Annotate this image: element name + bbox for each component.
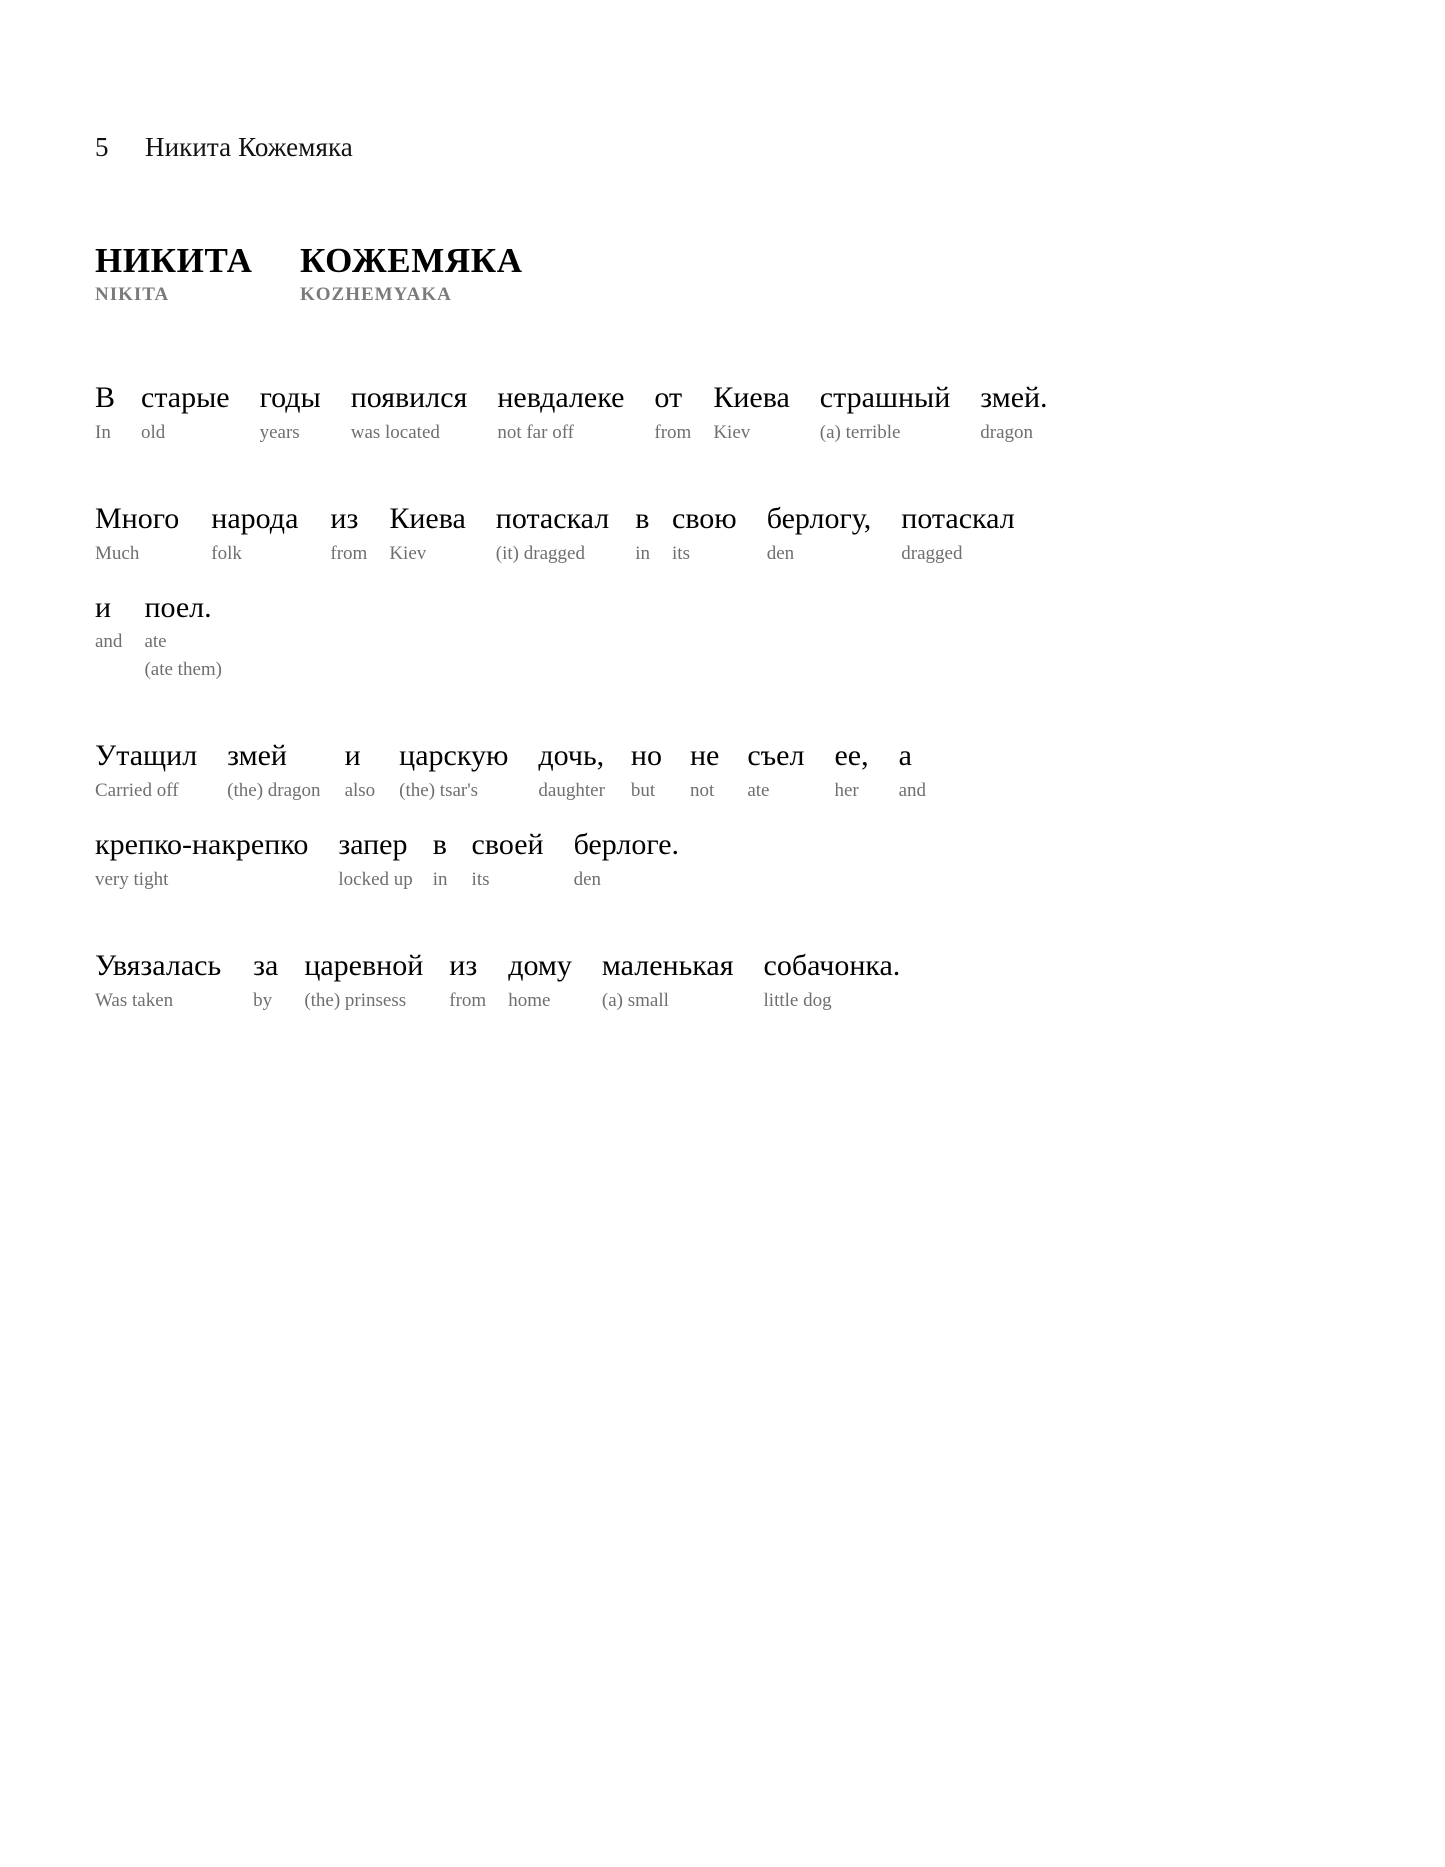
source-word: берлоге.: [573, 828, 680, 862]
gloss-word: Carried off: [95, 779, 179, 801]
source-word: потаскал: [495, 501, 610, 535]
source-word: Много: [95, 501, 180, 535]
gloss-pair: [747, 738, 804, 803]
gloss-word: its: [672, 542, 690, 564]
gloss-word: not: [689, 779, 715, 801]
gloss-line: [95, 501, 1365, 566]
work-title-word-2: КОЖЕМЯКА: [300, 241, 523, 280]
gloss-word: years: [259, 421, 300, 443]
source-word: дому: [508, 948, 572, 982]
source-word: из: [330, 501, 359, 535]
chapter-number: 5: [95, 132, 109, 162]
source-word: царевной: [304, 948, 424, 982]
gloss-word: (the) tsar's: [399, 779, 479, 801]
gloss-word: (the) prinsess: [304, 989, 407, 1011]
gloss-word: ate: [144, 631, 167, 653]
gloss-word: from: [330, 542, 368, 564]
source-word: маленькая: [601, 948, 734, 982]
source-word: свою: [672, 501, 737, 535]
gloss-pair: [654, 380, 691, 445]
gloss-pair: [764, 948, 901, 1013]
gloss-word: her: [834, 779, 859, 801]
gloss-pair: [211, 501, 298, 566]
gloss-pair: [497, 380, 624, 445]
source-word: ее,: [834, 739, 869, 773]
gloss-word: dragged: [901, 542, 963, 564]
gloss-pair: [345, 738, 376, 803]
source-word: и: [95, 590, 112, 624]
source-word: Увязалась: [95, 948, 222, 982]
gloss-word: Was taken: [95, 989, 174, 1011]
gloss-pair: [820, 380, 950, 445]
gloss-pair: [338, 827, 412, 892]
gloss-word: also: [344, 779, 376, 801]
gloss-word: home: [508, 989, 551, 1011]
source-word: съел: [747, 739, 805, 773]
gloss-word: Kiev: [389, 542, 427, 564]
gloss-word: Kiev: [713, 421, 751, 443]
gloss-word: by: [253, 989, 273, 1011]
gloss-pair: [901, 501, 1014, 566]
verse: [95, 948, 1365, 1013]
gloss-word: from: [449, 989, 487, 1011]
transliteration-word-1: NIKITA: [95, 284, 170, 306]
gloss-pair: [95, 501, 179, 566]
gloss-word: in: [432, 868, 448, 890]
gloss-word: from: [654, 421, 692, 443]
source-word: невдалеке: [497, 381, 625, 415]
source-word: поел.: [144, 590, 212, 624]
gloss-line: [95, 590, 1365, 682]
gloss-pair: [574, 827, 679, 892]
gloss-pair: [899, 738, 926, 803]
source-word: Киева: [713, 381, 790, 415]
gloss-pair: [713, 380, 789, 445]
gloss-word: den: [573, 868, 601, 890]
gloss-word: daughter: [538, 779, 605, 801]
source-word: а: [898, 739, 912, 773]
gloss-pair: [602, 948, 734, 1013]
gloss-word: folk: [211, 542, 242, 564]
gloss-word: (the) dragon: [227, 779, 321, 801]
transliteration-word-2: KOZHEMYAKA: [300, 284, 452, 306]
source-word: своей: [471, 828, 544, 862]
gloss-word: (it) dragged: [495, 542, 585, 564]
gloss-word-alternate: (ate them): [144, 658, 222, 680]
source-word: змей.: [980, 381, 1048, 415]
gloss-word: (a) small: [601, 989, 669, 1011]
gloss-pair: [95, 738, 197, 803]
gloss-pair: [141, 380, 230, 445]
source-word: из: [449, 948, 478, 982]
verse: [95, 380, 1365, 445]
verse: [95, 501, 1365, 682]
gloss-pair: [538, 738, 604, 803]
source-word: но: [630, 739, 662, 773]
work-title: [95, 241, 1365, 280]
gloss-pair: [351, 380, 468, 445]
gloss-pair: [631, 738, 662, 803]
gloss-pair: [433, 827, 448, 892]
gloss-pair: [635, 501, 650, 566]
gloss-pair: [496, 501, 609, 566]
source-word: Киева: [389, 501, 466, 535]
running-header: [95, 132, 1365, 163]
gloss-pair: [472, 827, 544, 892]
gloss-word: was located: [350, 421, 440, 443]
gloss-word: and: [898, 779, 927, 801]
work-title-word-1: НИКИТА: [95, 241, 253, 280]
source-word: дочь,: [538, 739, 605, 773]
source-word: за: [253, 948, 279, 982]
gloss-word: In: [95, 421, 111, 443]
source-word: в: [432, 828, 447, 862]
source-word: не: [689, 739, 720, 773]
gloss-line: [95, 948, 1365, 1013]
gloss-word: in: [635, 542, 651, 564]
verse: [95, 738, 1365, 892]
interlinear-body: [95, 380, 1365, 1013]
gloss-word: not far off: [497, 421, 575, 443]
gloss-pair: [389, 501, 465, 566]
gloss-pair: [399, 738, 508, 803]
gloss-pair: [227, 738, 320, 803]
gloss-word: locked up: [338, 868, 413, 890]
gloss-word: Much: [95, 542, 140, 564]
gloss-word: but: [630, 779, 656, 801]
source-word: народа: [211, 501, 299, 535]
gloss-pair: [690, 738, 719, 803]
source-word: потаскал: [901, 501, 1015, 535]
gloss-pair: [980, 380, 1047, 445]
running-header-title: Никита Кожемяка: [145, 132, 353, 162]
gloss-pair: [672, 501, 737, 566]
page-content: [95, 132, 1365, 1013]
gloss-line: [95, 380, 1365, 445]
gloss-word: old: [141, 421, 166, 443]
gloss-word: its: [471, 868, 490, 890]
source-word: крепко-накрепко: [95, 828, 309, 862]
work-title-transliteration: [95, 285, 1365, 306]
source-word: годы: [259, 381, 321, 415]
gloss-pair: [95, 827, 308, 892]
gloss-line: [95, 738, 1365, 803]
source-word: и: [344, 739, 361, 773]
source-word: собачонка.: [763, 948, 901, 982]
gloss-word: (a) terrible: [819, 421, 901, 443]
source-word: царскую: [399, 739, 509, 773]
gloss-pair: [834, 738, 868, 803]
source-word: в: [635, 501, 650, 535]
source-word: запер: [338, 828, 408, 862]
gloss-pair: [260, 380, 321, 445]
gloss-pair: [330, 501, 367, 566]
gloss-pair: [95, 590, 122, 655]
source-word: берлогу,: [766, 501, 872, 535]
gloss-pair: [95, 380, 115, 445]
gloss-pair: [144, 590, 222, 682]
source-word: появился: [350, 381, 468, 415]
work-title-block: [95, 241, 1365, 306]
source-word: от: [654, 381, 683, 415]
source-word: старые: [141, 381, 230, 415]
gloss-word: and: [95, 631, 123, 653]
gloss-pair: [95, 948, 221, 1013]
gloss-word: very tight: [95, 868, 169, 890]
source-word: страшный: [819, 381, 951, 415]
gloss-line: [95, 827, 1365, 892]
source-word: Утащил: [95, 739, 198, 773]
gloss-word: den: [766, 542, 795, 564]
gloss-word: dragon: [980, 421, 1034, 443]
gloss-pair: [304, 948, 423, 1013]
gloss-pair: [508, 948, 572, 1013]
gloss-word: little dog: [763, 989, 832, 1011]
source-word: В: [95, 381, 116, 415]
gloss-pair: [253, 948, 278, 1013]
gloss-word: ate: [747, 779, 770, 801]
gloss-pair: [449, 948, 486, 1013]
source-word: змей: [227, 739, 287, 773]
gloss-pair: [767, 501, 872, 566]
